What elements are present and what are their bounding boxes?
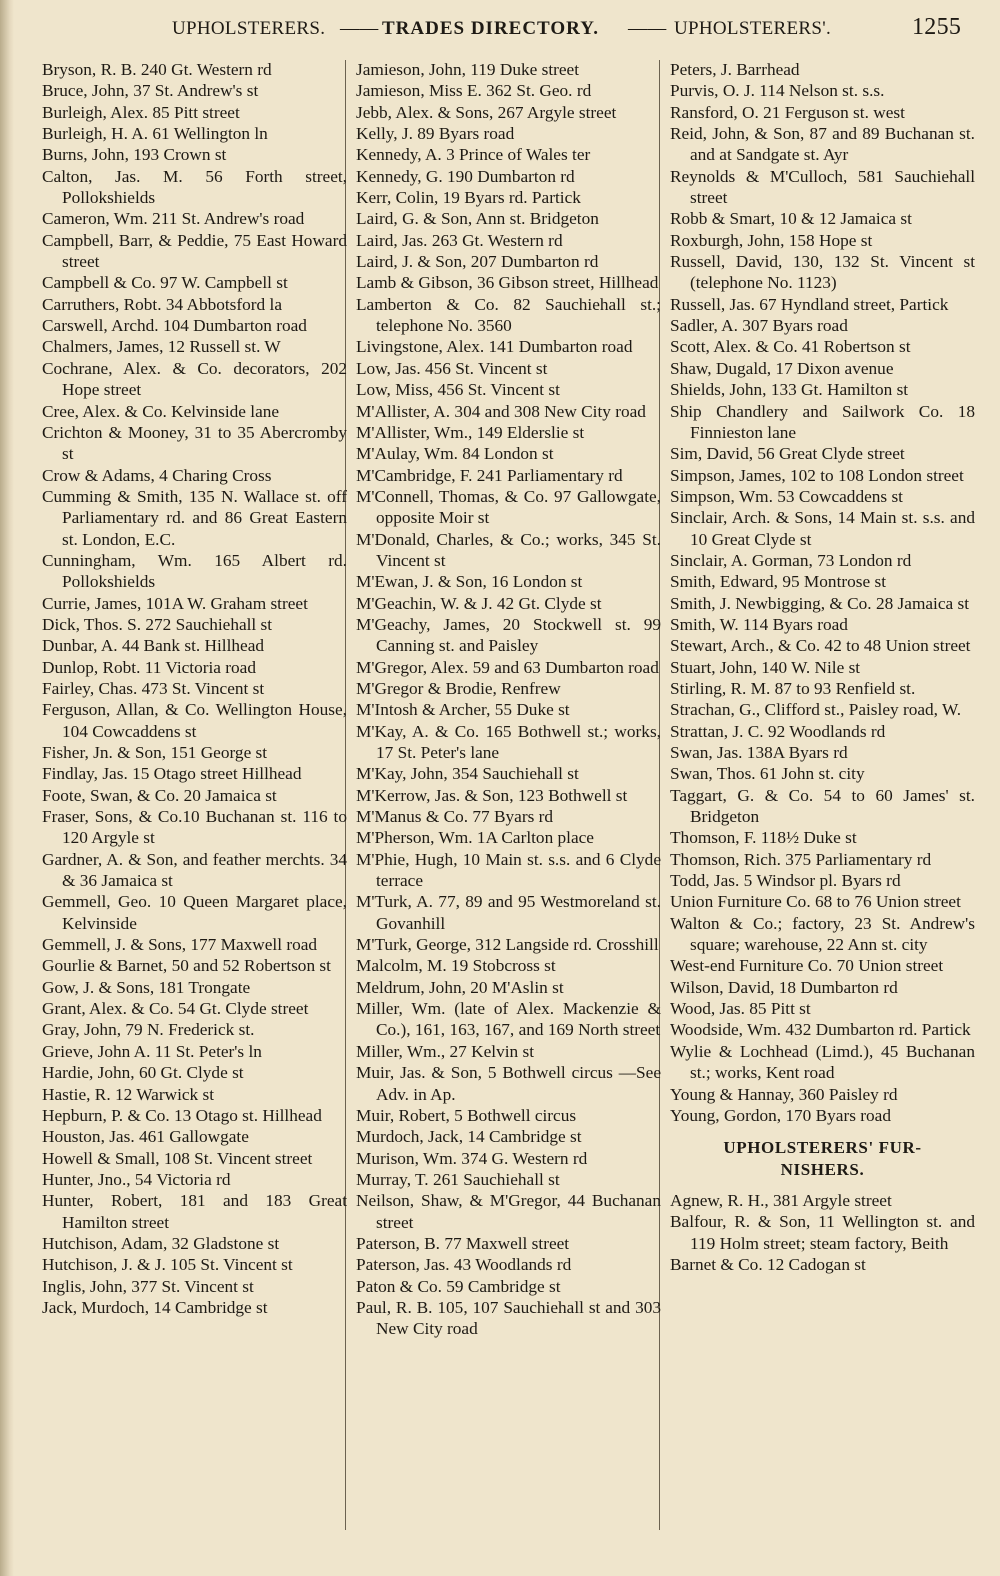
directory-entry: Gow, J. & Sons, 181 Trongate [42,977,251,997]
directory-entry: M'Allister, A. 304 and 308 New City road [356,401,646,421]
directory-entry: Reid, John, & Son, 87 and 89 Buchanan st. and at Sandgate st. Ayr [670,124,975,165]
directory-entry: Kelly, J. 89 Byars road [356,124,515,144]
directory-entry: Kerr, Colin, 19 Byars rd. Partick [356,188,581,208]
directory-entry: M'Allister, Wm., 149 Elderslie st [356,422,585,442]
directory-entry: Roxburgh, John, 158 Hope st [670,230,873,250]
directory-entry: Low, Miss, 456 St. Vincent st [356,380,560,400]
section-heading-line-1: UPHOLSTERERS' FUR- [723,1138,922,1158]
directory-entry: Shields, John, 133 Gt. Hamilton st [670,380,909,400]
directory-entry: M'Pherson, Wm. 1A Carlton place [356,828,594,848]
directory-entry: Wood, Jas. 85 Pitt st [670,999,811,1019]
directory-entry: Carswell, Archd. 104 Dumbarton road [42,316,307,336]
directory-entry: M'Turk, A. 77, 89 and 95 Westmoreland st. Govanhill [356,892,661,933]
directory-entry: Woodside, Wm. 432 Dumbarton rd. Partick [670,1020,971,1040]
directory-entry: M'Kay, A. & Co. 165 Bothwell st.; works, 17 St. Peter's lane [356,721,661,762]
directory-entry: Fraser, Sons, & Co.10 Buchanan st. 116 to 120 Argyle st [42,807,347,848]
directory-entry: Scott, Alex. & Co. 41 Robertson st [670,337,911,357]
directory-entry: Carruthers, Robt. 34 Abbotsford la [42,294,282,314]
directory-entry: Russell, Jas. 67 Hyndland street, Partick [670,294,949,314]
directory-entry: Balfour, R. & Son, 11 Wellington st. and 119 Holm street; steam factory, Beith [670,1212,975,1253]
directory-entry: Muir, Robert, 5 Bothwell circus [356,1105,577,1125]
directory-entry: Lamb & Gibson, 36 Gibson street, Hillhead [356,273,659,293]
column-3 [670,59,975,1275]
directory-entry: Meldrum, John, 20 M'Aslin st [356,977,564,997]
directory-entry: Grieve, John A. 11 St. Peter's ln [42,1041,262,1061]
directory-entry: M'Gregor, Alex. 59 and 63 Dumbarton road [356,657,659,677]
directory-entry: M'Gregor & Brodie, Renfrew [356,678,561,698]
directory-entry: Chalmers, James, 12 Russell st. W [42,337,281,357]
directory-entry: M'Manus & Co. 77 Byars rd [356,807,554,827]
directory-entry: West-end Furniture Co. 70 Union street [670,956,944,976]
directory-entry: Malcolm, M. 19 Stobcross st [356,956,556,976]
directory-entry: Reynolds & M'Culloch, 581 Sauchiehall street [670,166,975,208]
directory-entry: Young, Gordon, 170 Byars road [670,1105,891,1125]
directory-entry: Dunlop, Robt. 11 Victoria road [42,657,256,677]
directory-entry: M'Phie, Hugh, 10 Main st. s.s. and 6 Clyde terrace [356,849,661,891]
directory-entry: Paul, R. B. 105, 107 Sauchiehall st and 303 New City road [356,1297,661,1339]
directory-entry: Barnet & Co. 12 Cadogan st [670,1254,866,1274]
directory-entry: Kennedy, A. 3 Prince of Wales ter [356,145,591,165]
directory-entry: Miller, Wm., 27 Kelvin st [356,1041,535,1061]
directory-entry: M'Aulay, Wm. 84 London st [356,444,554,464]
directory-entry: Sadler, A. 307 Byars road [670,316,848,336]
directory-entry: Paterson, B. 77 Maxwell street [356,1233,570,1253]
directory-entry: Jamieson, John, 119 Duke street [356,60,580,79]
directory-entry: Bryson, R. B. 240 Gt. Western rd [42,60,272,79]
directory-entry: Howell & Small, 108 St. Vincent street [42,1148,313,1168]
directory-entry: Jack, Murdoch, 14 Cambridge st [42,1297,268,1317]
directory-entry: Foote, Swan, & Co. 20 Jamaica st [42,785,277,805]
directory-entry: Swan, Thos. 61 John st. city [670,764,865,784]
section-heading [670,1137,975,1180]
page-spine-shadow [0,0,14,1576]
directory-entry: Smith, J. Newbigging, & Co. 28 Jamaica st [670,593,970,613]
directory-entry: Stirling, R. M. 87 to 93 Renfield st. [670,678,916,698]
directory-entry: Murison, Wm. 374 G. Western rd [356,1148,588,1168]
directory-entry: Ferguson, Allan, & Co. Wellington House, 104 Cowcaddens st [42,700,347,741]
directory-entry: Lamberton & Co. 82 Sauchiehall st.; telephone No. 3560 [356,294,661,336]
directory-entry: Purvis, O. J. 114 Nelson st. s.s. [670,81,885,101]
directory-entry: Campbell & Co. 97 W. Campbell st [42,273,288,293]
directory-entry: Hepburn, P. & Co. 13 Otago st. Hillhead [42,1105,322,1125]
header-center: TRADES DIRECTORY. [382,18,599,39]
directory-entry: Shaw, Dugald, 17 Dixon avenue [670,358,894,378]
directory-entry: Hutchison, J. & J. 105 St. Vincent st [42,1255,293,1275]
directory-entry: Dick, Thos. S. 272 Sauchiehall st [42,614,273,634]
directory-entry: M'Kay, John, 354 Sauchiehall st [356,764,579,784]
directory-entry: Laird, G. & Son, Ann st. Bridgeton [356,209,599,229]
header-right: UPHOLSTERERS'. [674,18,832,39]
directory-entry: Dunbar, A. 44 Bank st. Hillhead [42,636,265,656]
directory-entry: M'Connell, Thomas, & Co. 97 Gallowgate, opposite Moir st [356,486,661,528]
directory-entry: Livingstone, Alex. 141 Dumbarton road [356,337,633,357]
directory-entry: Cochrane, Alex. & Co. decorators, 202 Hope street [42,358,347,400]
directory-entry: Fisher, Jn. & Son, 151 George st [42,743,268,762]
directory-entry: Hardie, John, 60 Gt. Clyde st [42,1063,244,1083]
directory-entry: Stuart, John, 140 W. Nile st [670,657,861,677]
directory-entry: M'Kerrow, Jas. & Son, 123 Bothwell st [356,785,628,805]
directory-entry: Ship Chandlery and Sailwork Co. 18 Finnieston lane [670,401,975,442]
directory-entry: Miller, Wm. (late of Alex. Mackenzie & Co.), 161, 163, 167, and 169 North street [356,999,661,1040]
directory-entry: Muir, Jas. & Son, 5 Bothwell circus —See Adv. in Ap. [356,1063,661,1104]
directory-entry: Thomson, Rich. 375 Parliamentary rd [670,849,932,869]
directory-entry: Inglis, John, 377 St. Vincent st [42,1276,254,1296]
directory-entry: Agnew, R. H., 381 Argyle street [670,1190,892,1210]
directory-entry: Gourlie & Barnet, 50 and 52 Robertson st [42,956,331,976]
directory-entry: Fairley, Chas. 473 St. Vincent st [42,678,265,698]
column-1 [42,59,347,1318]
directory-entry: Cumming & Smith, 135 N. Wallace st. off Parliamentary rd. and 86 Great Eastern st. London, E.C. [42,486,347,549]
directory-entry: Simpson, James, 102 to 108 London street [670,465,964,485]
directory-entry: Calton, Jas. M. 56 Forth street, Pollokshields [42,166,347,208]
directory-entry: Todd, Jas. 5 Windsor pl. Byars rd [670,871,901,891]
directory-entry: Gemmell, J. & Sons, 177 Maxwell road [42,935,318,955]
directory-entry: Peters, J. Barrhead [670,60,800,79]
directory-entry: Sim, David, 56 Great Clyde street [670,444,905,464]
directory-entry: Sinclair, A. Gorman, 73 London rd [670,550,912,570]
directory-entry: Smith, Edward, 95 Montrose st [670,572,887,592]
directory-entry: Strattan, J. C. 92 Woodlands rd [670,721,886,741]
directory-entry: Burleigh, H. A. 61 Wellington ln [42,124,268,144]
directory-entry: Crichton & Mooney, 31 to 35 Abercromby st [42,422,347,464]
directory-entry: Taggart, G. & Co. 54 to 60 James' st. Bridgeton [670,785,975,827]
directory-entry: Jebb, Alex. & Sons, 267 Argyle street [356,102,617,122]
directory-entry: Walton & Co.; factory, 23 St. Andrew's square; warehouse, 22 Ann st. city [670,913,975,955]
directory-entry: Union Furniture Co. 68 to 76 Union street [670,892,961,912]
directory-entry: Campbell, Barr, & Peddie, 75 East Howard street [42,230,347,272]
directory-entry: Burns, John, 193 Crown st [42,145,227,165]
directory-entry: Hunter, Jno., 54 Victoria rd [42,1169,231,1189]
directory-entry: Burleigh, Alex. 85 Pitt street [42,102,240,122]
directory-entry: Paton & Co. 59 Cambridge st [356,1276,561,1296]
directory-entry: Robb & Smart, 10 & 12 Jamaica st [670,209,912,229]
directory-entry: Cunningham, Wm. 165 Albert rd. Pollokshields [42,550,347,592]
directory-entry: Laird, J. & Son, 207 Dumbarton rd [356,252,599,272]
directory-entry: M'Turk, George, 312 Langside rd. Crosshill [356,935,659,955]
directory-entry: Murdoch, Jack, 14 Cambridge st [356,1127,582,1147]
directory-entry: Neilson, Shaw, & M'Gregor, 44 Buchanan street [356,1191,661,1232]
page-number: 1255 [912,14,962,40]
directory-entry: Paterson, Jas. 43 Woodlands rd [356,1255,572,1275]
directory-entry: Hutchison, Adam, 32 Gladstone st [42,1233,280,1253]
directory-entry: Stewart, Arch., & Co. 42 to 48 Union street [670,636,971,656]
directory-entry: M'Donald, Charles, & Co.; works, 345 St. Vincent st [356,529,661,570]
directory-entry: M'Cambridge, F. 241 Parliamentary rd [356,465,623,485]
directory-entry: Currie, James, 101A W. Graham street [42,593,308,613]
header-left: UPHOLSTERERS. [172,18,326,39]
directory-entry: Findlay, Jas. 15 Otago street Hillhead [42,764,302,784]
directory-entry: Crow & Adams, 4 Charing Cross [42,465,272,485]
directory-entry: Young & Hannay, 360 Paisley rd [670,1084,898,1104]
directory-entry: Thomson, F. 118½ Duke st [670,828,857,848]
section-entries [670,1190,975,1275]
directory-entry: Jamieson, Miss E. 362 St. Geo. rd [356,81,592,101]
directory-entry: Houston, Jas. 461 Gallowgate [42,1127,249,1147]
directory-entry: Murray, T. 261 Sauchiehall st [356,1169,560,1189]
directory-entry: Laird, Jas. 263 Gt. Western rd [356,230,563,250]
directory-entry: Low, Jas. 456 St. Vincent st [356,358,548,378]
column-3-entries [670,59,975,1126]
directory-entry: M'Geachy, James, 20 Stockwell st. 99 Canning st. and Paisley [356,614,661,656]
directory-entry: Sinclair, Arch. & Sons, 14 Main st. s.s. and 10 Great Clyde st [670,508,975,549]
directory-entry: Ransford, O. 21 Ferguson st. west [670,102,905,122]
directory-entry: M'Intosh & Archer, 55 Duke st [356,700,570,720]
directory-entry: Swan, Jas. 138A Byars rd [670,743,848,762]
directory-entry: Gardner, A. & Son, and feather merchts. 34 & 36 Jamaica st [42,849,347,891]
directory-entry: Gray, John, 79 N. Frederick st. [42,1020,255,1040]
directory-entry: Strachan, G., Clifford st., Paisley road, W. [670,700,962,720]
running-header [170,14,970,44]
header-separator-left: —— [340,18,379,39]
column-2 [356,59,661,1340]
directory-entry: Gemmell, Geo. 10 Queen Margaret place, Kelvinside [42,892,347,933]
section-heading-line-2: NISHERS. [780,1159,865,1179]
directory-entry: Hunter, Robert, 181 and 183 Great Hamilton street [42,1191,347,1232]
directory-entry: Cree, Alex. & Co. Kelvinside lane [42,401,280,421]
directory-entry: Russell, David, 130, 132 St. Vincent st (telephone No. 1123) [670,252,975,293]
directory-entry: Grant, Alex. & Co. 54 Gt. Clyde street [42,999,309,1019]
directory-entry: Wylie & Lochhead (Limd.), 45 Buchanan st.; works, Kent road [670,1041,975,1083]
directory-entry: M'Ewan, J. & Son, 16 London st [356,572,583,592]
directory-entry: Smith, W. 114 Byars road [670,614,848,634]
header-separator-right: —— [628,18,667,39]
directory-entry: Kennedy, G. 190 Dumbarton rd [356,166,575,186]
directory-entry: Hastie, R. 12 Warwick st [42,1084,215,1104]
directory-entry: Cameron, Wm. 211 St. Andrew's road [42,209,305,229]
directory-entry: Bruce, John, 37 St. Andrew's st [42,81,259,101]
directory-entry: Wilson, David, 18 Dumbarton rd [670,977,898,997]
directory-entry: M'Geachin, W. & J. 42 Gt. Clyde st [356,593,602,613]
directory-entry: Simpson, Wm. 53 Cowcaddens st [670,486,903,506]
